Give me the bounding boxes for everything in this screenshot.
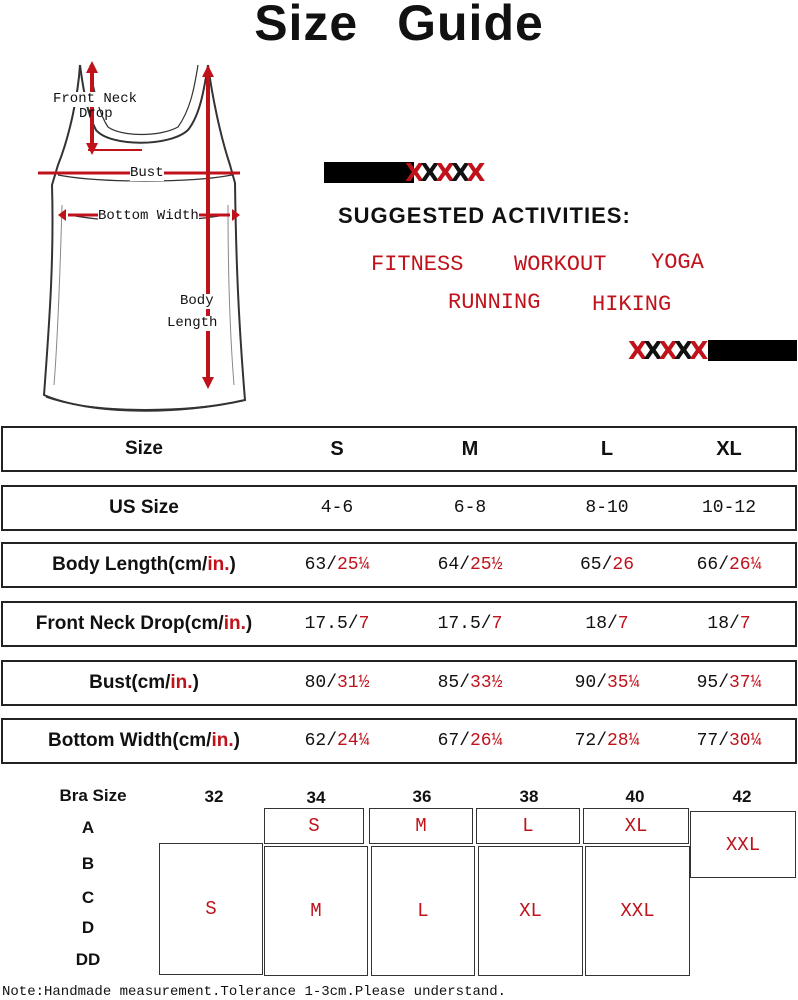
cell: 17.5/7	[437, 614, 503, 634]
band-36: 36	[412, 787, 432, 806]
cell: 18/7	[585, 614, 629, 634]
cup-c: C	[81, 888, 95, 907]
bra-size-heading: Bra Size	[59, 786, 127, 805]
cell: 4-6	[320, 498, 354, 518]
banner-bar-bottom	[708, 340, 797, 361]
a-cup-40: XL	[583, 808, 689, 844]
page-title: Size Guide	[254, 0, 544, 51]
cell: 80/31½	[304, 673, 370, 693]
cup-b: B	[81, 854, 95, 873]
cell: 85/33½	[437, 673, 503, 693]
cell: 18/7	[707, 614, 751, 634]
cell: 90/35¼	[574, 673, 640, 693]
header-m: M	[461, 437, 479, 460]
cell: 67/26¼	[437, 731, 503, 751]
table-row	[1, 601, 797, 647]
row-label: Bottom Width(cm/in.)	[48, 730, 240, 751]
cell: 17.5/7	[304, 614, 370, 634]
a-cup-36: M	[369, 808, 473, 844]
banner-x-marks-top: XXXXX	[405, 158, 482, 187]
band-42: 42	[732, 787, 752, 806]
row-label: Body Length(cm/in.)	[52, 554, 236, 575]
cell: 64/25½	[437, 555, 503, 575]
activity-workout: WORKOUT	[514, 252, 607, 277]
bcd-cup-36: L	[371, 846, 475, 976]
front-neck-drop-label-2: Drop	[79, 106, 113, 122]
activities-heading: SUGGESTED ACTIVITIES:	[338, 203, 631, 228]
cell: 77/30¼	[696, 731, 762, 751]
header-xl: XL	[716, 437, 742, 460]
cell: 65/26	[579, 555, 634, 575]
activity-running: RUNNING	[448, 290, 541, 315]
activity-hiking: HIKING	[592, 292, 672, 317]
bcd-cup-34: M	[264, 846, 368, 976]
bcd-cup-40: XXL	[585, 846, 690, 976]
activity-yoga: YOGA	[651, 250, 704, 275]
tank-top-outline	[30, 55, 260, 425]
front-neck-drop-label: Front Neck	[53, 91, 138, 107]
footnote: Note:Handmade measurement.Tolerance 1-3cm.Please understand.	[2, 984, 507, 1000]
bcd-cup-32: S	[159, 843, 263, 975]
bust-label: Bust	[130, 165, 164, 181]
a-cup-34: S	[264, 808, 364, 844]
cell: 62/24¼	[304, 731, 370, 751]
bcd-cup-38: XL	[478, 846, 583, 976]
cell: 66/26¼	[696, 555, 762, 575]
size-table-header	[1, 426, 797, 472]
table-row	[1, 485, 797, 531]
body-length-label-2: Length	[167, 315, 218, 331]
body-length-label: Body	[180, 293, 214, 309]
cell: 95/37¼	[696, 673, 762, 693]
row-label: US Size	[109, 497, 179, 518]
tank-top-diagram	[30, 55, 260, 425]
banner-bar-top	[324, 162, 414, 183]
header-size: Size	[124, 438, 164, 459]
cell: 10-12	[701, 498, 756, 518]
cell: 72/28¼	[574, 731, 640, 751]
bottom-width-label: Bottom Width	[98, 208, 199, 224]
header-s: S	[330, 437, 344, 460]
activity-fitness: FITNESS	[371, 252, 464, 277]
cup-d: D	[81, 918, 95, 937]
band-42-box: XXL	[690, 811, 796, 878]
row-label: Bust(cm/in.)	[89, 672, 199, 693]
cell: 6-8	[453, 498, 487, 518]
table-row	[1, 660, 797, 706]
row-label: Front Neck Drop(cm/in.)	[35, 613, 253, 634]
cup-dd: DD	[75, 950, 101, 969]
band-40: 40	[625, 787, 645, 806]
band-38: 38	[519, 787, 539, 806]
cell: 63/25¼	[304, 555, 370, 575]
table-row	[1, 718, 797, 764]
table-row	[1, 542, 797, 588]
header-l: L	[600, 437, 614, 460]
banner-x-marks-bottom: XXXXX	[628, 336, 705, 365]
cup-a: A	[81, 818, 95, 837]
band-32: 32	[204, 787, 224, 806]
a-cup-38: L	[476, 808, 580, 844]
cell: 8-10	[585, 498, 629, 518]
band-34: 34	[306, 788, 326, 807]
